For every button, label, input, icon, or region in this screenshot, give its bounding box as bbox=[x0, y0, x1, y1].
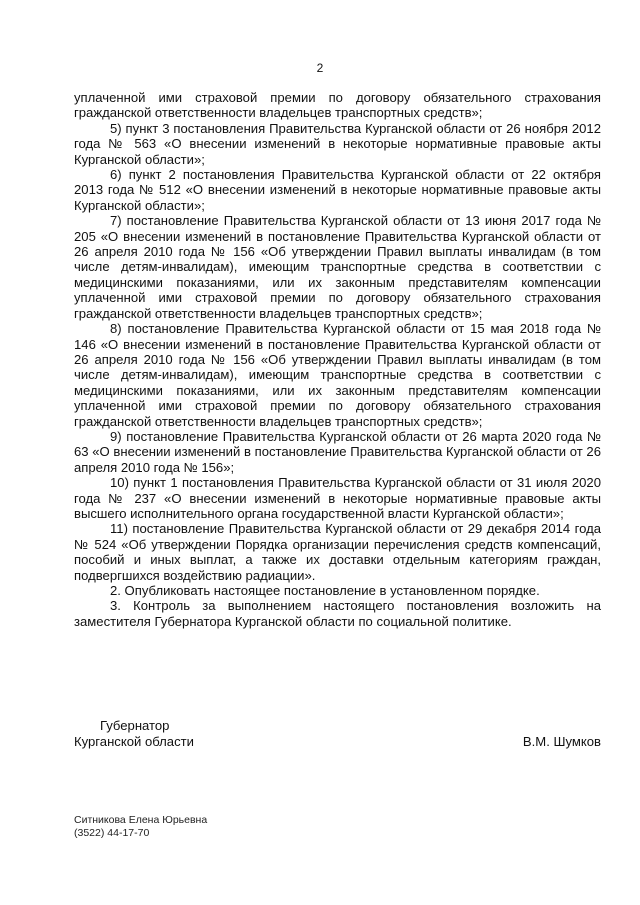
executor-block bbox=[74, 814, 207, 840]
paragraph-item-10: 10) пункт 1 постановления Правительства Курганской области от 31 июля 2020 года № 237 «О внесении изменений в некоторые нормативные правовые акты высшего исполнительного органа государственной власти Курганской области»; bbox=[74, 475, 601, 521]
paragraph-control: 3. Контроль за выполнением настоящего постановления возложить на заместителя Губернатора Курганской области по социальной политике. bbox=[74, 598, 601, 629]
paragraph-item-8: 8) постановление Правительства Курганской области от 15 мая 2018 года № 146 «О внесении изменений в постановление Правительства Курганской области от 26 апреля 2010 года № 156 «Об утверждении Правил выплаты инвалидам (в том числе детям-инвалидам), имеющим транспортные средства в соответствии с медицинскими показаниями, или их законным представителям компенсации уплаченной ими страховой премии по договору обязательного страхования гражданской ответственности владельцев транспортных средств»; bbox=[74, 321, 601, 429]
paragraph-item-6: 6) пункт 2 постановления Правительства Курганской области от 22 октября 2013 года № 512 «О внесении изменений в некоторые нормативные правовые акты Курганской области»; bbox=[74, 167, 601, 213]
signatory-name: В.М. Шумков bbox=[522, 734, 601, 749]
paragraph-item-9: 9) постановление Правительства Курганской области от 26 марта 2020 года № 63 «О внесении изменений в постановление Правительства Курганской области от 26 апреля 2010 года № 156»; bbox=[74, 428, 601, 475]
signatory-title: Губернатор bbox=[100, 718, 170, 733]
page-number: 2 bbox=[316, 61, 324, 75]
executor-name: Ситникова Елена Юрьевна bbox=[74, 814, 208, 826]
signatory-region: Курганской области bbox=[74, 734, 194, 749]
paragraph-continuation: уплаченной ими страховой премии по договору обязательного страхования гражданской ответственности владельцев транспортных средств»; bbox=[74, 90, 601, 121]
document-body bbox=[74, 90, 601, 629]
signatory-position bbox=[74, 718, 194, 750]
paragraph-item-7: 7) постановление Правительства Курганской области от 13 июня 2017 года № 205 «О внесении изменений в постановление Правительства Курганской области от 26 апреля 2010 года № 156 «Об утверждении Правил выплаты инвалидам (в том числе детям-инвалидам), имеющим транспортные средства в соответствии с медицинскими показаниями, или их законным представителям компенсации уплаченной ими страховой премии по договору обязательного страхования гражданской ответственности владельцев транспортных средств»; bbox=[74, 213, 601, 321]
paragraph-publish: 2. Опубликовать настоящее постановление в установленном порядке. bbox=[110, 583, 540, 598]
paragraph-item-11: 11) постановление Правительства Курганской области от 29 декабря 2014 года № 524 «Об утверждении Порядка организации перечисления средств компенсаций, пособий и иных выплат, а также их доставки отдельным категориям граждан, подвергшихся воздействию радиации». bbox=[74, 521, 601, 583]
executor-phone: (3522) 44-17-70 bbox=[74, 827, 150, 839]
paragraph-item-5: 5) пункт 3 постановления Правительства Курганской области от 26 ноября 2012 года № 563 «О внесении изменений в некоторые нормативные правовые акты Курганской области»; bbox=[74, 120, 601, 167]
